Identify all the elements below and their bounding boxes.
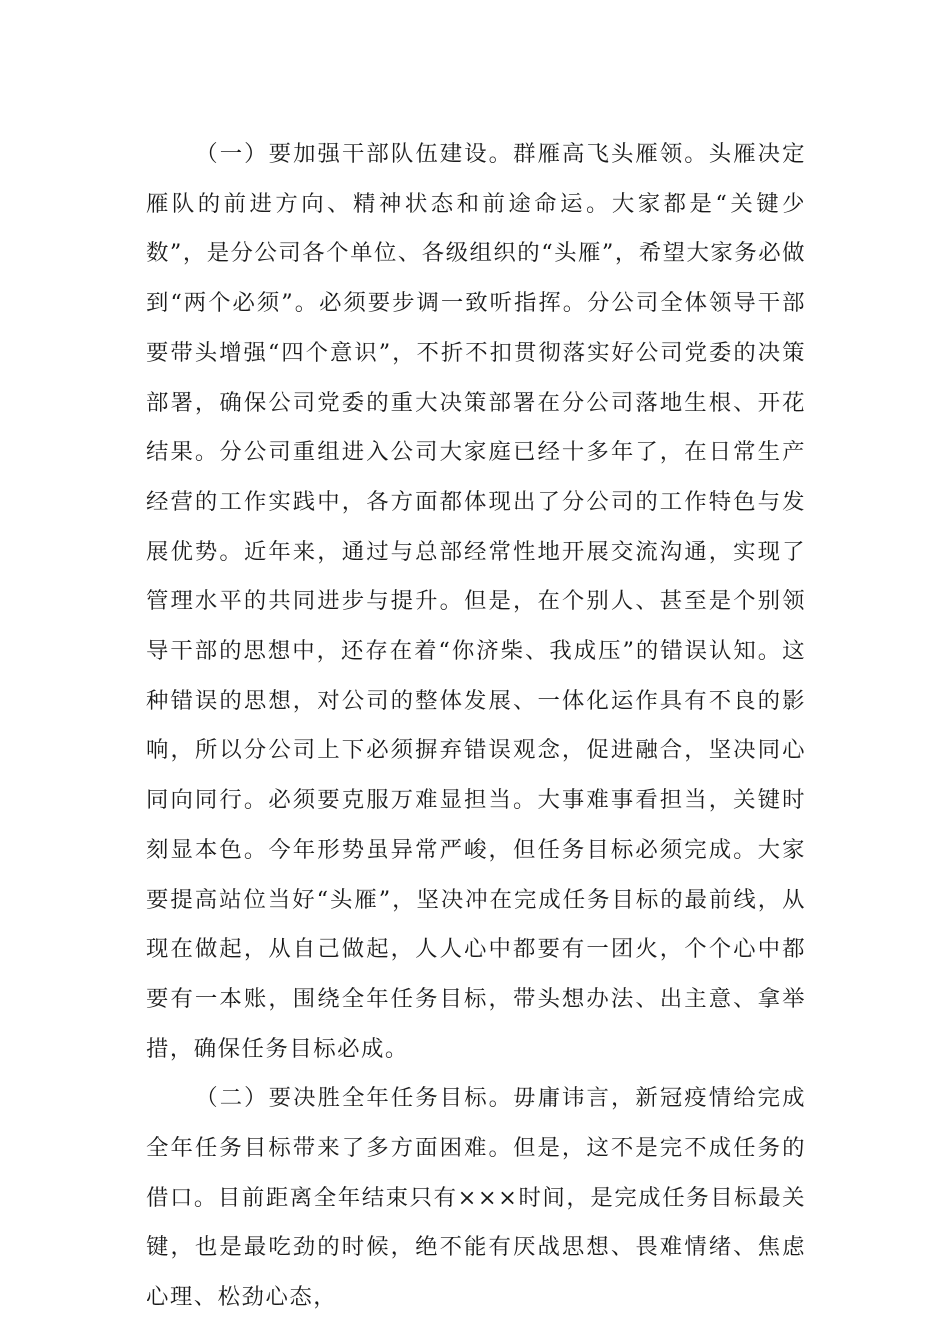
- paragraph-1: （一）要加强干部队伍建设。群雁高飞头雁领。头雁决定雁队的前进方向、精神状态和前途命运。大家都是“关键少数”，是分公司各个单位、各级组织的“头雁”，希望大家务必做到“两个必须”。必须要步调一致听指挥。分公司全体领导干部要带头增强“四个意识”，不折不扣贯彻落实好公司党委的决策部署，确保公司党委的重大决策部署在分公司落地生根、开花结果。分公司重组进入公司大家庭已经十多年了，在日常生产经营的工作实践中，各方面都体现出了分公司的工作特色与发展优势。近年来，通过与总部经常性地开展交流沟通，实现了管理水平的共同进步与提升。但是，在个别人、甚至是个别领导干部的思想中，还存在着“你济柴、我成压”的错误认知。这种错误的思想，对公司的整体发展、一体化运作具有不良的影响，所以分公司上下必须摒弃错误观念，促进融合，坚决同心同向同行。必须要克服万难显担当。大事难事看担当，关键时刻显本色。今年形势虽异常严峻，但任务目标必须完成。大家要提高站位当好“头雁”，坚决冲在完成任务目标的最前线，从现在做起，从自己做起，人人心中都要有一团火，个个心中都要有一本账，围绕全年任务目标，带头想办法、出主意、拿举措，确保任务目标必成。: [146, 141, 806, 1062]
- paragraph-2: （二）要决胜全年任务目标。毋庸讳言，新冠疫情给完成全年任务目标带来了多方面困难。但是，这不是完不成任务的借口。目前距离全年结束只有×××时间，是完成任务目标最关键，也是最吃劲的时候，绝不能有厌战思想、畏难情绪、焦虑心理、松劲心态，: [146, 1085, 806, 1311]
- document-body: [146, 130, 806, 1323]
